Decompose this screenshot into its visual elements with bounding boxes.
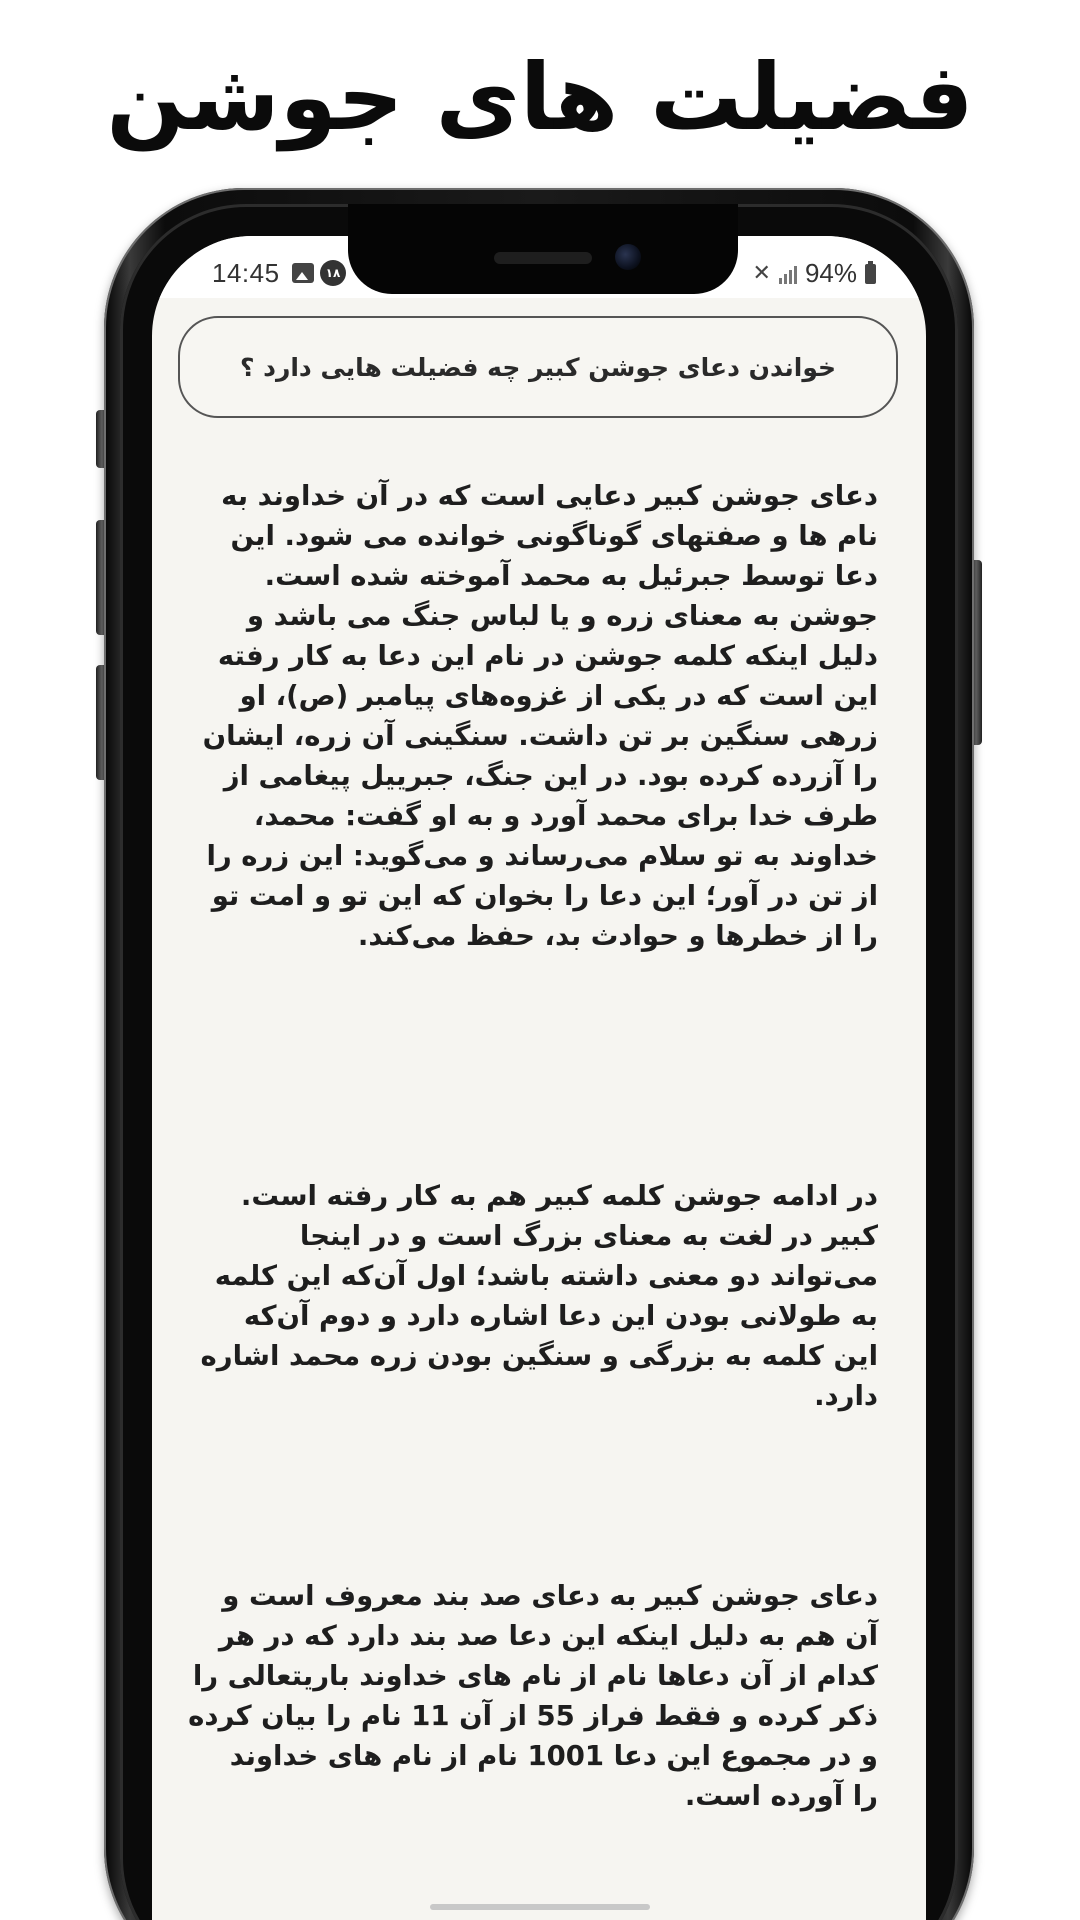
paragraph-line: را آورده است. xyxy=(684,1780,878,1812)
paragraph-line: در ادامه جوشن کلمه کبیر هم به کار رفته است. xyxy=(240,1180,878,1212)
question-heading-box xyxy=(178,316,898,418)
phone-screen xyxy=(152,236,926,1920)
paragraph-line: طرف خدا برای محمد آورد و به او گفت: محمد، xyxy=(253,800,878,832)
age-rating-icon: ۱۸ xyxy=(320,260,346,286)
mute-icon: ✕ xyxy=(752,261,771,286)
status-left-icons xyxy=(292,260,346,286)
paragraph-line: و در مجموع این دعا 1001 نام از نام های خداوند xyxy=(229,1740,878,1772)
page-headline: فضیلت های جوشن xyxy=(106,44,974,151)
battery-percent: 94% xyxy=(804,258,857,288)
status-time: 14:45 xyxy=(212,258,280,288)
paragraph-1 xyxy=(198,476,878,956)
paragraph-line: به طولانی بودن این دعا اشاره دارد و دوم آن‌که xyxy=(243,1300,878,1332)
paragraph-line: دلیل اینکه کلمه جوشن در نام این دعا به کار رفته xyxy=(217,640,878,672)
paragraph-line: کدام از آن دعاها نام از نام های خداوند باریتعالی را xyxy=(192,1660,878,1692)
paragraph-line: خداوند به تو سلام می‌رساند و می‌گوید: این زره را xyxy=(206,840,878,872)
paragraph-line: را از خطرها و حوادث بد، حفظ می‌کند. xyxy=(357,920,878,952)
paragraph-line: دعای جوشن کبیر دعایی است که در آن خداوند به xyxy=(221,480,878,512)
signal-icon xyxy=(779,264,797,284)
paragraph-line: ذکر کرده و فقط فراز 55 از آن 11 نام را بیان کرده xyxy=(188,1700,878,1732)
paragraph-line: کبیر در لغت به معنای بزرگ است و در اینجا xyxy=(299,1220,878,1252)
front-camera-icon xyxy=(615,244,641,270)
earpiece-speaker xyxy=(494,252,592,264)
paragraph-line: نام ها و صفتهای گوناگونی خوانده می شود. این xyxy=(230,520,878,552)
home-indicator[interactable] xyxy=(430,1904,650,1910)
question-text: خواندن دعای جوشن کبیر چه فضیلت هایی دارد ؟ xyxy=(239,352,837,382)
paragraph-line: زرهی سنگین بر تن داشت. سنگینی آن زره، ایشان xyxy=(202,720,878,752)
gallery-icon xyxy=(292,263,314,283)
status-right-icons xyxy=(753,258,876,289)
paragraph-2 xyxy=(198,1176,878,1416)
paragraph-line: جوشن به معنای زره و یا لباس جنگ می باشد و xyxy=(246,600,878,632)
paragraph-line: این کلمه به بزرگی و سنگین بودن زره محمد اشاره xyxy=(200,1340,878,1372)
paragraph-line: را آزرده کرده بود. در این جنگ، جبرییل پیغامی از xyxy=(223,760,878,792)
paragraph-line: دعای جوشن کبیر به دعای صد بند معروف است و xyxy=(222,1580,878,1612)
paragraph-line: دارد. xyxy=(814,1380,878,1412)
phone-notch xyxy=(348,204,738,294)
paragraph-line: دعا توسط جبرئیل به محمد آموخته شده است. xyxy=(264,560,878,592)
paragraph-line: این است که در یکی از غزوه‌های پیامبر (ص)، او xyxy=(239,680,878,712)
battery-icon xyxy=(865,264,876,284)
paragraph-3 xyxy=(188,1576,878,1816)
paragraph-line: از تن در آور؛ این دعا را بخوان که این تو و امت تو xyxy=(211,880,878,912)
paragraph-line: می‌تواند دو معنی داشته باشد؛ اول آن‌که این کلمه xyxy=(214,1260,878,1292)
paragraph-line: آن هم به دلیل اینکه این دعا صد بند دارد که در هر xyxy=(218,1620,878,1652)
